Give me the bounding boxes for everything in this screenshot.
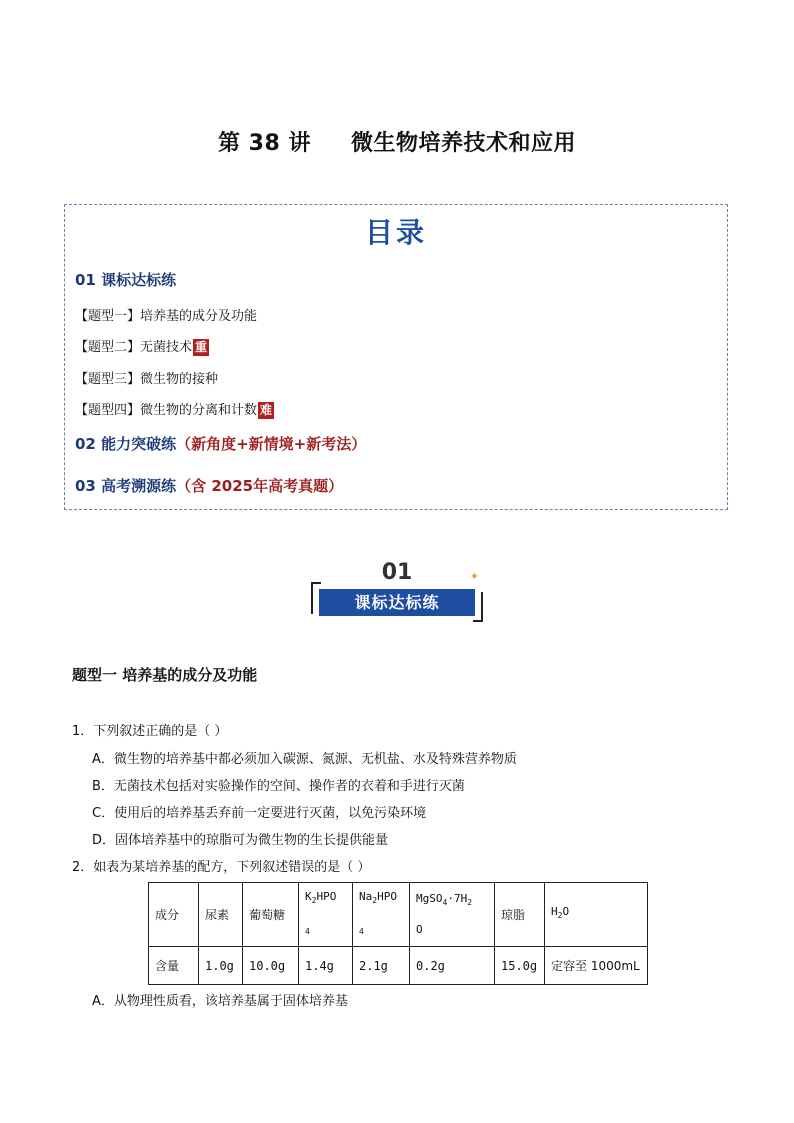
table-row [149, 883, 648, 947]
table-of-contents [64, 204, 728, 510]
toc-item-type-4[interactable]: 【题型四】微生物的分离和计数 难 [75, 403, 273, 418]
table-cell: 定容至 1000mL [545, 947, 648, 985]
table-header-cell [410, 883, 495, 947]
question-1-option-c: C．使用后的培养基丢弃前一定要进行灭菌，以免污染环境 [92, 806, 427, 821]
difficult-badge: 难 [260, 403, 273, 417]
sparkle-icon: ✦ [469, 570, 479, 583]
table-header-cell [353, 883, 410, 947]
question-type-title: 题型一 培养基的成分及功能 [72, 666, 258, 684]
table-row [149, 947, 648, 985]
toc-item-type-2[interactable]: 【题型二】无菌技术 重 [75, 340, 208, 355]
toc-section-3[interactable]: 03 高考溯源练（含 2025年高考真题） [75, 477, 344, 495]
section-banner [311, 560, 483, 622]
formula-h2o: $H_2O$ [551, 905, 570, 921]
table-header-cell: 琼脂 [495, 883, 545, 947]
table-header-cell [545, 883, 648, 947]
table-cell: 10.0g [243, 947, 299, 985]
table-cell: 1.4g [299, 947, 353, 985]
table-header-cell: 成分 [149, 883, 199, 947]
question-1-option-d: D．固体培养基中的琼脂可为微生物的生长提供能量 [92, 833, 389, 848]
toc-heading: 目录 [364, 216, 427, 249]
question-1-option-b: B．无菌技术包括对实验操作的空间、操作者的衣着和手进行灭菌 [92, 779, 465, 794]
table-header-cell: 尿素 [199, 883, 243, 947]
section-banner-label: 课标达标练 [319, 589, 475, 616]
question-2-option-a: A．从物理性质看，该培养基属于固体培养基 [92, 994, 348, 1009]
formula-na2hpo4: $Na_2HPO$ $_4$ [359, 890, 397, 936]
question-2-stem: 2．如表为某培养基的配方，下列叙述错误的是（ ） [72, 860, 371, 875]
formula-k2hpo4: $K_2HPO$ $_4$ [305, 890, 337, 936]
table-cell: 2.1g [353, 947, 410, 985]
table-row-label: 含量 [149, 947, 199, 985]
question-1-stem: 1．下列叙述正确的是（ ） [72, 724, 228, 739]
toc-section-2[interactable]: 02 能力突破练（新角度+新情境+新考法） [75, 435, 367, 453]
toc-item-type-1[interactable]: 【题型一】培养基的成分及功能 [75, 309, 258, 324]
section-number: 01 [381, 560, 413, 585]
table-header-cell [299, 883, 353, 947]
medium-recipe-table [148, 882, 648, 985]
table-cell: 1.0g [199, 947, 243, 985]
table-cell: 0.2g [410, 947, 495, 985]
key-point-badge: 重 [195, 340, 208, 354]
toc-item-type-3[interactable]: 【题型三】微生物的接种 [75, 372, 219, 387]
formula-mgso4: $MgSO_4\cdot 7H_2$ O [416, 892, 473, 936]
page-title: 第 38 讲 微生物培养技术和应用 [218, 131, 576, 156]
table-header-cell: 葡萄糖 [243, 883, 299, 947]
question-1-option-a: A．微生物的培养基中都必须加入碳源、氮源、无机盐、水及特殊营养物质 [92, 752, 517, 767]
toc-section-1[interactable]: 01 课标达标练 [75, 271, 177, 289]
table-cell: 15.0g [495, 947, 545, 985]
